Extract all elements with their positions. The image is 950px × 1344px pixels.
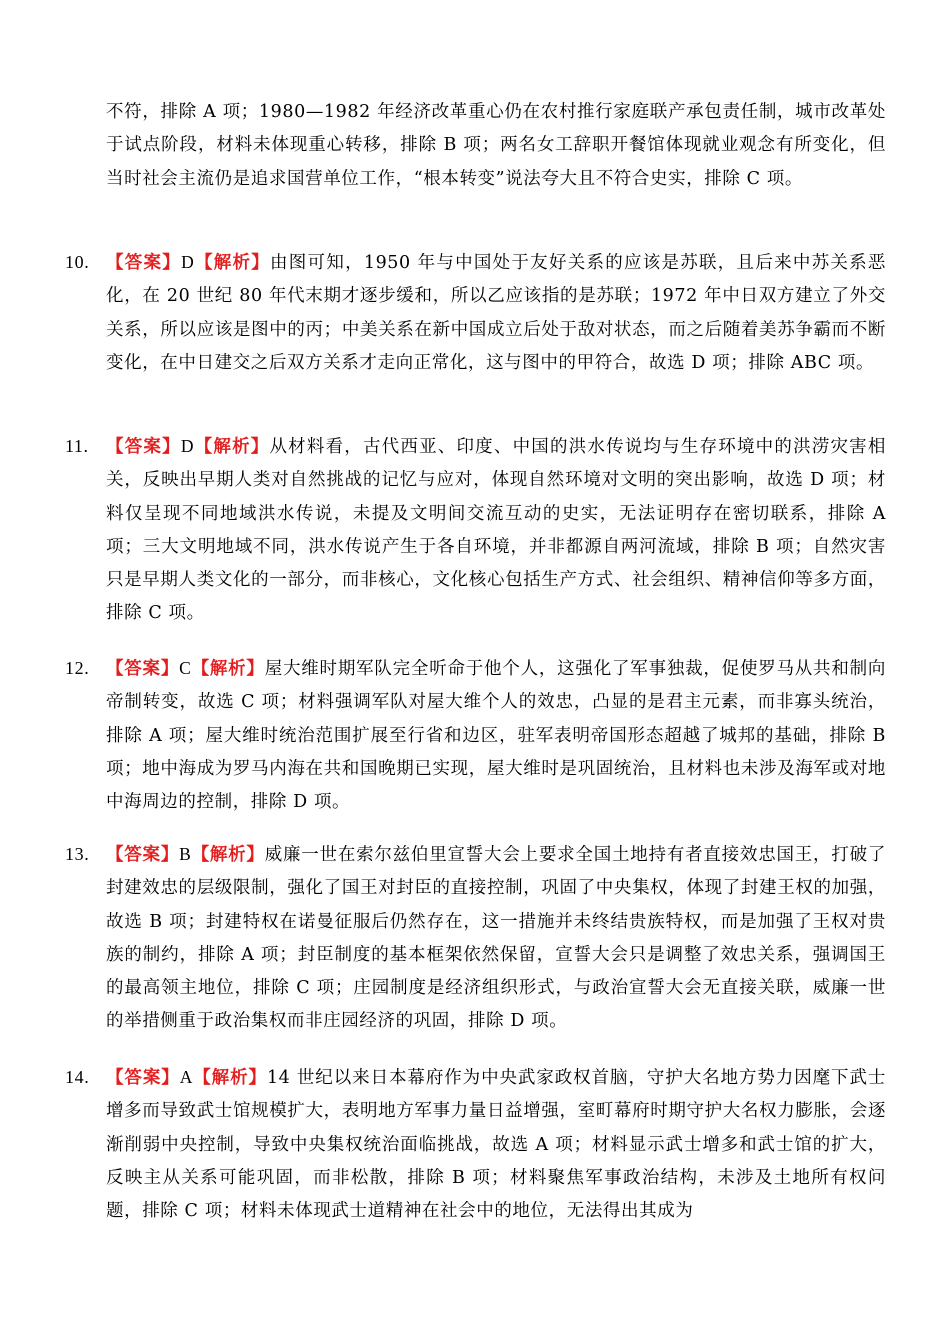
answer-item-11	[65, 430, 886, 631]
continuation-paragraph: 不符，排除 A 项；1980—1982 年经济改革重心仍在农村推行家庭联产承包责任制，城市改革处于试点阶段，材料未体现重心转移，排除 B 项；两名女工辞职开餐馆体现就业观念有所变化，但当时社会主流仍是追求国营单位工作，“根本转变”说法夸大且不符合史实，排除 C 项。	[106, 102, 886, 189]
analysis-tag: 【解析】	[194, 253, 271, 273]
analysis-text: 屋大维时期军队完全听命于他个人，这强化了军事独裁，促使罗马从共和制向帝制转变，故选 C 项；材料强调军队对屋大维个人的效忠，凸显的是君主元素，而非寡头统治，排除 A 项；屋大维时统治范围扩展至行省和边区，驻军表明帝国形态超越了城邦的基础，排除 B 项；地中海成为罗马内海在共和国晚期已实现，屋大维时是巩固统治，且材料也未涉及海军或对地中海周边的控制，排除 D 项。	[106, 659, 886, 813]
analysis-text: 14 世纪以来日本幕府作为中央武家政权首脑，守护大名地方势力因麾下武士增多而导致武士馆规模扩大，表明地方军事力量日益增强，室町幕府时期守护大名权力膨胀，会逐渐削弱中央控制，导致中央集权统治面临挑战，故选 A 项；材料显示武士增多和武士馆的扩大，反映主从关系可能巩固，而非松散，排除 B 项；材料聚焦军事政治结构，未涉及土地所有权问题，排除 C 项；材料未体现武士道精神在社会中的地位，无法得出其成为	[106, 1068, 886, 1222]
analysis-tag: 【解析】	[191, 845, 265, 865]
answer-letter: D	[181, 252, 195, 272]
item-number: 12.	[65, 658, 90, 678]
item-number: 14.	[65, 1067, 90, 1087]
answer-letter: C	[179, 658, 192, 678]
analysis-text: 由图可知，1950 年与中国处于友好关系的应该是苏联，且后来中苏关系恶化，在 20 世纪 80 年代末期才逐步缓和，所以乙应该指的是苏联；1972 年中日双方建立了外交关系，所以应该是图中的丙；中美关系在新中国成立后处于敌对状态，而之后随着美苏争霸而不断变化，在中日建交之后双方关系才走向正常化，这与图中的甲符合，故选 D 项；排除 ABC 项。	[106, 253, 886, 373]
analysis-tag: 【解析】	[194, 437, 270, 457]
answer-tag: 【答案】	[106, 437, 181, 457]
answer-item-12	[65, 652, 886, 819]
answer-tag: 【答案】	[106, 659, 180, 679]
answer-item-14	[65, 1061, 886, 1228]
answer-item-13	[65, 838, 886, 1039]
answer-item-10	[65, 246, 886, 380]
answer-letter: D	[180, 436, 195, 456]
item-number: 11.	[65, 436, 89, 456]
answer-letter: A	[179, 1067, 193, 1087]
answer-tag: 【答案】	[106, 845, 180, 865]
item-number: 13.	[65, 844, 90, 864]
analysis-tag: 【解析】	[191, 659, 265, 679]
answer-tag: 【答案】	[106, 1068, 180, 1088]
analysis-text: 威廉一世在索尔兹伯里宣誓大会上要求全国土地持有者直接效忠国王，打破了封建效忠的层级限制，强化了国王对封臣的直接控制，巩固了中央集权，体现了封建王权的加强，故选 B 项；封建特权在诺曼征服后仍然存在，这一措施并未终结贵族特权，而是加强了王权对贵族的制约，排除 A 项；封臣制度的基本框架依然保留，宣誓大会只是调整了效忠关系，强调国王的最高领主地位，排除 C 项；庄园制度是经济组织形式，与政治宣誓大会无直接关联，威廉一世的举措侧重于政治集权而非庄园经济的巩固，排除 D 项。	[106, 845, 886, 1032]
analysis-tag: 【解析】	[192, 1068, 267, 1088]
answer-letter: B	[179, 844, 192, 864]
item-number: 10.	[65, 252, 90, 272]
analysis-text: 从材料看，古代西亚、印度、中国的洪水传说均与生存环境中的洪涝灾害相关，反映出早期人类对自然挑战的记忆与应对，体现自然环境对文明的突出影响，故选 D 项；材料仅呈现不同地域洪水传说，未提及文明间交流互动的史实，无法证明存在密切联系，排除 A 项；三大文明地域不同，洪水传说产生于各自环境，并非都源自两河流域，排除 B 项；自然灾害只是早期人类文化的一部分，而非核心，文化核心包括生产方式、社会组织、精神信仰等多方面，排除 C 项。	[106, 437, 886, 624]
answer-tag: 【答案】	[106, 253, 182, 273]
